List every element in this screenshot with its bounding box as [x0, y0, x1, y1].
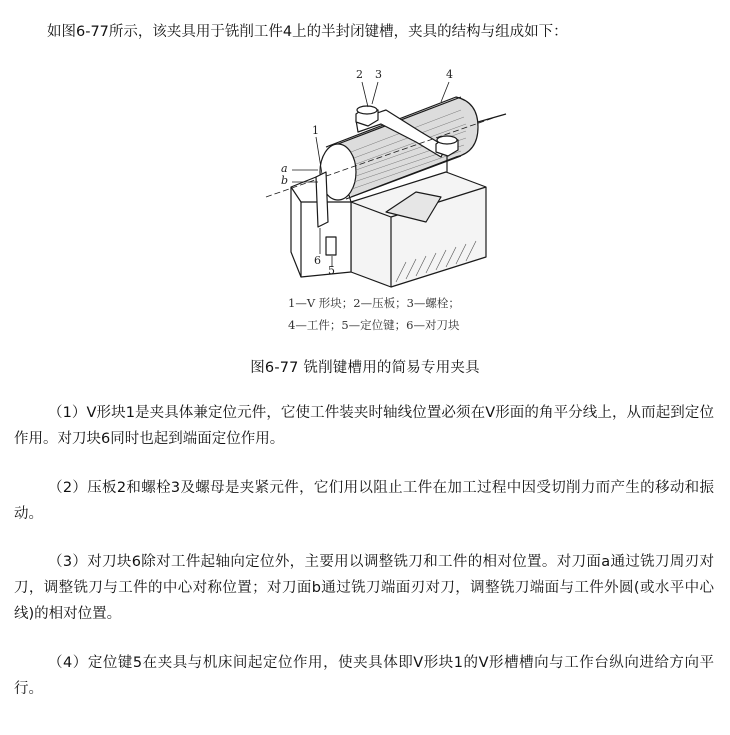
fixture-drawing [256, 62, 516, 292]
figure-legend-line-2: 4—工件；5—定位键；6—对刀块 [288, 318, 460, 332]
label-b: b [281, 174, 289, 187]
paragraph-1: （1）V形块1是夹具体兼定位元件，它使工件装夹时轴线位置必须在V形面的角平分线上，从而起到定位作用。对刀块6同时也起到端面定位作用。 [14, 405, 714, 447]
paragraph-3: （3）对刀块6除对工件起轴向定位外，主要用以调整铣刀和工件的相对位置。对刀面a通过铣刀周刃对刀，调整铣刀与工件的中心对称位置；对刀面b通过铣刀端面刃对刀，调整铣刀端面与工件外圆(或水平中心线)的相对位置。 [14, 554, 714, 622]
label-5: 5 [328, 264, 335, 277]
label-1: 1 [312, 124, 319, 137]
label-3: 3 [375, 68, 382, 81]
figure-legend-line-1: 1—V 形块；2—压板；3—螺栓； [288, 296, 460, 310]
label-6: 6 [314, 254, 321, 267]
figure-caption: 图6-77 铣削键槽用的简易专用夹具 [250, 360, 480, 376]
label-a: a [281, 162, 288, 175]
paragraph-2: （2）压板2和螺栓3及螺母是夹紧元件，它们用以阻止工件在加工过程中因受切削力而产生的移动和振动。 [14, 480, 714, 522]
label-4: 4 [446, 68, 453, 81]
intro-text: 如图6-77所示，该夹具用于铣削工件4上的半封闭键槽，夹具的结构与组成如下： [47, 24, 568, 40]
label-2: 2 [356, 68, 363, 81]
paragraph-4: （4）定位键5在夹具与机床间起定位作用，使夹具体即V形块1的V形槽槽向与工作台纵向进给方向平行。 [14, 655, 714, 697]
